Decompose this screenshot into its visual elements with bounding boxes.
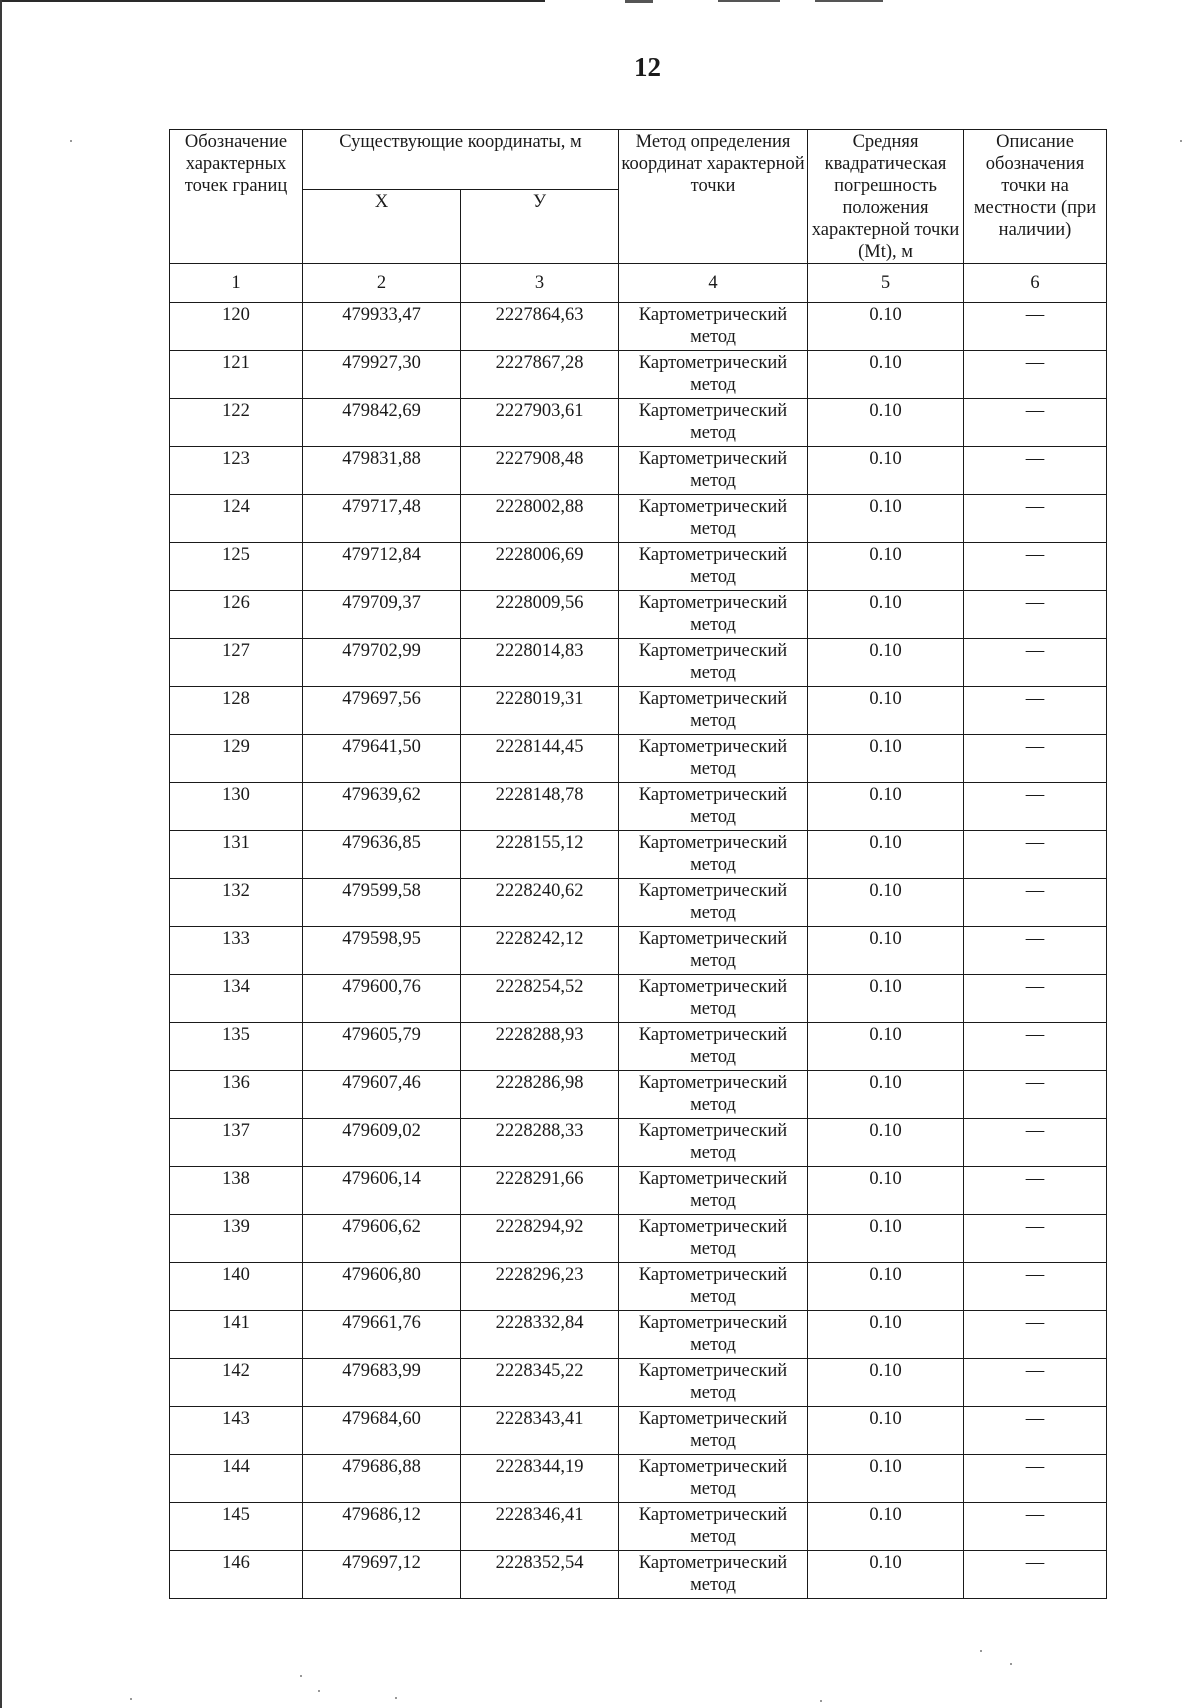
point-cell: 134 <box>170 975 303 1023</box>
point-cell: 146 <box>170 1551 303 1599</box>
mean-square-error-cell: 0.10 <box>808 831 964 879</box>
y-coordinate-cell: 2227867,28 <box>461 351 619 399</box>
description-cell: — <box>964 1023 1107 1071</box>
table-row <box>170 975 1107 1023</box>
mean-square-error-cell: 0.10 <box>808 1455 964 1503</box>
y-coordinate-cell: 2227903,61 <box>461 399 619 447</box>
mean-square-error-cell: 0.10 <box>808 1551 964 1599</box>
x-coordinate-cell: 479697,56 <box>303 687 461 735</box>
point-cell: 120 <box>170 303 303 351</box>
method-cell: Картометрический метод <box>619 1023 808 1071</box>
point-cell: 122 <box>170 399 303 447</box>
mean-square-error-cell: 0.10 <box>808 399 964 447</box>
mean-square-error-cell: 0.10 <box>808 783 964 831</box>
mean-square-error-cell: 0.10 <box>808 639 964 687</box>
scan-mark <box>815 0 883 2</box>
mean-square-error-cell: 0.10 <box>808 1359 964 1407</box>
scan-speck <box>820 1700 822 1702</box>
mean-square-error-cell: 0.10 <box>808 1023 964 1071</box>
mean-square-error-cell: 0.10 <box>808 303 964 351</box>
method-cell: Картометрический метод <box>619 495 808 543</box>
x-coordinate-cell: 479606,62 <box>303 1215 461 1263</box>
mean-square-error-cell: 0.10 <box>808 1263 964 1311</box>
point-cell: 144 <box>170 1455 303 1503</box>
method-cell: Картометрический метод <box>619 303 808 351</box>
table-row <box>170 303 1107 351</box>
table-row <box>170 495 1107 543</box>
y-coordinate-cell: 2228019,31 <box>461 687 619 735</box>
scan-mark <box>718 0 780 2</box>
table-row <box>170 591 1107 639</box>
description-cell: — <box>964 639 1107 687</box>
mean-square-error-cell: 0.10 <box>808 591 964 639</box>
method-cell: Картометрический метод <box>619 1071 808 1119</box>
y-coordinate-cell: 2228344,19 <box>461 1455 619 1503</box>
method-cell: Картометрический метод <box>619 447 808 495</box>
description-cell: — <box>964 495 1107 543</box>
description-cell: — <box>964 1167 1107 1215</box>
y-coordinate-cell: 2228009,56 <box>461 591 619 639</box>
table-row <box>170 1407 1107 1455</box>
table-row <box>170 1311 1107 1359</box>
mean-square-error-cell: 0.10 <box>808 687 964 735</box>
mean-square-error-cell: 0.10 <box>808 1503 964 1551</box>
y-coordinate-cell: 2227908,48 <box>461 447 619 495</box>
scan-speck <box>1180 140 1182 142</box>
mean-square-error-cell: 0.10 <box>808 1071 964 1119</box>
mean-square-error-cell: 0.10 <box>808 975 964 1023</box>
mean-square-error-cell: 0.10 <box>808 447 964 495</box>
x-coordinate-cell: 479599,58 <box>303 879 461 927</box>
description-cell: — <box>964 1311 1107 1359</box>
y-coordinate-cell: 2228002,88 <box>461 495 619 543</box>
description-cell: — <box>964 543 1107 591</box>
page-number: 12 <box>634 52 661 82</box>
point-cell: 142 <box>170 1359 303 1407</box>
y-coordinate-cell: 2228345,22 <box>461 1359 619 1407</box>
method-cell: Картометрический метод <box>619 399 808 447</box>
method-cell: Картометрический метод <box>619 1407 808 1455</box>
scan-speck <box>130 1698 132 1700</box>
x-coordinate-cell: 479709,37 <box>303 591 461 639</box>
method-cell: Картометрический метод <box>619 1455 808 1503</box>
table-row <box>170 399 1107 447</box>
method-cell: Картометрический метод <box>619 1263 808 1311</box>
method-cell: Картометрический метод <box>619 1311 808 1359</box>
mean-square-error-cell: 0.10 <box>808 543 964 591</box>
scan-speck <box>980 1650 982 1652</box>
description-cell: — <box>964 1119 1107 1167</box>
method-cell: Картометрический метод <box>619 1503 808 1551</box>
point-cell: 141 <box>170 1311 303 1359</box>
description-cell: — <box>964 1455 1107 1503</box>
column-number: 1 <box>170 264 303 303</box>
description-cell: — <box>964 351 1107 399</box>
method-cell: Картометрический метод <box>619 543 808 591</box>
scan-speck <box>300 1675 302 1677</box>
point-cell: 137 <box>170 1119 303 1167</box>
point-cell: 129 <box>170 735 303 783</box>
x-coordinate-cell: 479600,76 <box>303 975 461 1023</box>
method-cell: Картометрический метод <box>619 1167 808 1215</box>
description-cell: — <box>964 783 1107 831</box>
header-point-designation: Обозначение характерных точек границ <box>170 130 303 264</box>
description-cell: — <box>964 831 1107 879</box>
y-coordinate-cell: 2228144,45 <box>461 735 619 783</box>
table-row <box>170 927 1107 975</box>
description-cell: — <box>964 399 1107 447</box>
header-description: Описание обозначения точки на местности (при наличии) <box>964 130 1107 264</box>
table-row <box>170 1263 1107 1311</box>
y-coordinate-cell: 2228343,41 <box>461 1407 619 1455</box>
table-row <box>170 879 1107 927</box>
x-coordinate-cell: 479598,95 <box>303 927 461 975</box>
table-row <box>170 447 1107 495</box>
header-y: У <box>461 189 619 263</box>
description-cell: — <box>964 687 1107 735</box>
y-coordinate-cell: 2228291,66 <box>461 1167 619 1215</box>
point-cell: 136 <box>170 1071 303 1119</box>
page-left-border <box>0 0 2 1708</box>
x-coordinate-cell: 479686,88 <box>303 1455 461 1503</box>
method-cell: Картометрический метод <box>619 1119 808 1167</box>
method-cell: Картометрический метод <box>619 687 808 735</box>
table-row <box>170 543 1107 591</box>
y-coordinate-cell: 2228352,54 <box>461 1551 619 1599</box>
y-coordinate-cell: 2228148,78 <box>461 783 619 831</box>
description-cell: — <box>964 1071 1107 1119</box>
x-coordinate-cell: 479927,30 <box>303 351 461 399</box>
scan-speck <box>1010 1663 1012 1665</box>
description-cell: — <box>964 447 1107 495</box>
description-cell: — <box>964 1263 1107 1311</box>
table-row <box>170 735 1107 783</box>
table-row <box>170 1071 1107 1119</box>
description-cell: — <box>964 1551 1107 1599</box>
x-coordinate-cell: 479717,48 <box>303 495 461 543</box>
description-cell: — <box>964 1215 1107 1263</box>
scan-speck <box>318 1690 320 1692</box>
table-row <box>170 687 1107 735</box>
point-cell: 126 <box>170 591 303 639</box>
point-cell: 135 <box>170 1023 303 1071</box>
x-coordinate-cell: 479639,62 <box>303 783 461 831</box>
description-cell: — <box>964 1359 1107 1407</box>
description-cell: — <box>964 735 1107 783</box>
y-coordinate-cell: 2228288,93 <box>461 1023 619 1071</box>
y-coordinate-cell: 2228240,62 <box>461 879 619 927</box>
mean-square-error-cell: 0.10 <box>808 735 964 783</box>
mean-square-error-cell: 0.10 <box>808 351 964 399</box>
description-cell: — <box>964 975 1107 1023</box>
column-number: 2 <box>303 264 461 303</box>
description-cell: — <box>964 591 1107 639</box>
description-cell: — <box>964 1503 1107 1551</box>
point-cell: 125 <box>170 543 303 591</box>
table-row <box>170 1503 1107 1551</box>
mean-square-error-cell: 0.10 <box>808 495 964 543</box>
x-coordinate-cell: 479712,84 <box>303 543 461 591</box>
method-cell: Картометрический метод <box>619 927 808 975</box>
method-cell: Картометрический метод <box>619 1215 808 1263</box>
x-coordinate-cell: 479684,60 <box>303 1407 461 1455</box>
table-row <box>170 1023 1107 1071</box>
method-cell: Картометрический метод <box>619 783 808 831</box>
header-existing-coordinates: Существующие координаты, м <box>303 130 619 190</box>
x-coordinate-cell: 479683,99 <box>303 1359 461 1407</box>
mean-square-error-cell: 0.10 <box>808 1407 964 1455</box>
description-cell: — <box>964 879 1107 927</box>
table-row <box>170 1167 1107 1215</box>
method-cell: Картометрический метод <box>619 351 808 399</box>
y-coordinate-cell: 2228296,23 <box>461 1263 619 1311</box>
x-coordinate-cell: 479933,47 <box>303 303 461 351</box>
mean-square-error-cell: 0.10 <box>808 1119 964 1167</box>
mean-square-error-cell: 0.10 <box>808 1311 964 1359</box>
y-coordinate-cell: 2227864,63 <box>461 303 619 351</box>
method-cell: Картометрический метод <box>619 879 808 927</box>
x-coordinate-cell: 479606,80 <box>303 1263 461 1311</box>
mean-square-error-cell: 0.10 <box>808 1167 964 1215</box>
y-coordinate-cell: 2228006,69 <box>461 543 619 591</box>
method-cell: Картометрический метод <box>619 735 808 783</box>
x-coordinate-cell: 479607,46 <box>303 1071 461 1119</box>
y-coordinate-cell: 2228346,41 <box>461 1503 619 1551</box>
table-row <box>170 783 1107 831</box>
x-coordinate-cell: 479636,85 <box>303 831 461 879</box>
header-method: Метод определения координат характерной точки <box>619 130 808 264</box>
point-cell: 131 <box>170 831 303 879</box>
scan-speck <box>395 1697 397 1699</box>
description-cell: — <box>964 303 1107 351</box>
x-coordinate-cell: 479661,76 <box>303 1311 461 1359</box>
point-cell: 143 <box>170 1407 303 1455</box>
point-cell: 138 <box>170 1167 303 1215</box>
x-coordinate-cell: 479842,69 <box>303 399 461 447</box>
point-cell: 145 <box>170 1503 303 1551</box>
header-mean-square-error: Средняя квадратическая погрешность положения характерной точки (Mt), м <box>808 130 964 264</box>
point-cell: 132 <box>170 879 303 927</box>
table-row <box>170 1551 1107 1599</box>
coordinates-table <box>169 129 1107 1599</box>
y-coordinate-cell: 2228332,84 <box>461 1311 619 1359</box>
x-coordinate-cell: 479606,14 <box>303 1167 461 1215</box>
point-cell: 140 <box>170 1263 303 1311</box>
description-cell: — <box>964 927 1107 975</box>
y-coordinate-cell: 2228286,98 <box>461 1071 619 1119</box>
table-row <box>170 639 1107 687</box>
method-cell: Картометрический метод <box>619 831 808 879</box>
x-coordinate-cell: 479686,12 <box>303 1503 461 1551</box>
scan-mark <box>625 0 653 3</box>
point-cell: 139 <box>170 1215 303 1263</box>
point-cell: 130 <box>170 783 303 831</box>
table-row <box>170 1119 1107 1167</box>
method-cell: Картометрический метод <box>619 1359 808 1407</box>
description-cell: — <box>964 1407 1107 1455</box>
y-coordinate-cell: 2228288,33 <box>461 1119 619 1167</box>
mean-square-error-cell: 0.10 <box>808 927 964 975</box>
table-body <box>170 303 1107 1599</box>
table-row <box>170 1215 1107 1263</box>
mean-square-error-cell: 0.10 <box>808 1215 964 1263</box>
method-cell: Картометрический метод <box>619 1551 808 1599</box>
y-coordinate-cell: 2228242,12 <box>461 927 619 975</box>
x-coordinate-cell: 479609,02 <box>303 1119 461 1167</box>
method-cell: Картометрический метод <box>619 975 808 1023</box>
x-coordinate-cell: 479641,50 <box>303 735 461 783</box>
y-coordinate-cell: 2228254,52 <box>461 975 619 1023</box>
table-row <box>170 1359 1107 1407</box>
x-coordinate-cell: 479702,99 <box>303 639 461 687</box>
point-cell: 123 <box>170 447 303 495</box>
column-number: 4 <box>619 264 808 303</box>
scan-speck <box>70 140 72 142</box>
y-coordinate-cell: 2228014,83 <box>461 639 619 687</box>
point-cell: 128 <box>170 687 303 735</box>
y-coordinate-cell: 2228155,12 <box>461 831 619 879</box>
point-cell: 121 <box>170 351 303 399</box>
point-cell: 133 <box>170 927 303 975</box>
column-number: 3 <box>461 264 619 303</box>
mean-square-error-cell: 0.10 <box>808 879 964 927</box>
column-number: 6 <box>964 264 1107 303</box>
table-row <box>170 1455 1107 1503</box>
point-cell: 124 <box>170 495 303 543</box>
method-cell: Картометрический метод <box>619 639 808 687</box>
header-x: X <box>303 189 461 263</box>
method-cell: Картометрический метод <box>619 591 808 639</box>
table-row <box>170 831 1107 879</box>
x-coordinate-cell: 479697,12 <box>303 1551 461 1599</box>
x-coordinate-cell: 479831,88 <box>303 447 461 495</box>
x-coordinate-cell: 479605,79 <box>303 1023 461 1071</box>
column-number: 5 <box>808 264 964 303</box>
y-coordinate-cell: 2228294,92 <box>461 1215 619 1263</box>
table-row <box>170 351 1107 399</box>
point-cell: 127 <box>170 639 303 687</box>
page-top-border <box>0 0 545 2</box>
